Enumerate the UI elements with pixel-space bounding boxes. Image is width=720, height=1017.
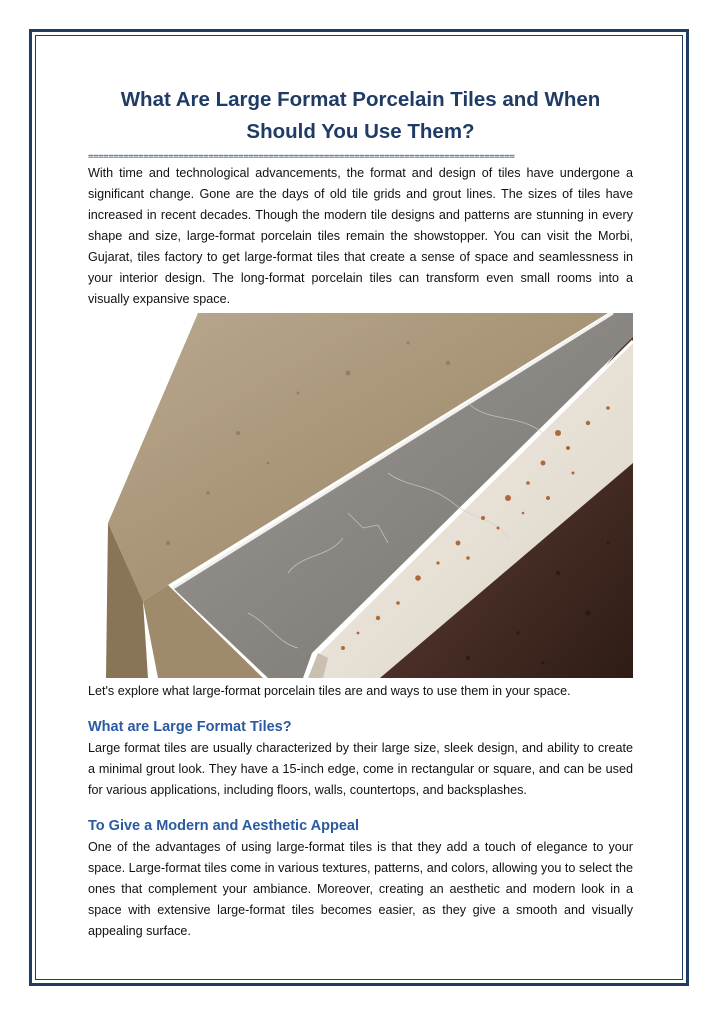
page-title: What Are Large Format Porcelain Tiles and When Should You Use Them? — [120, 88, 601, 143]
transition-paragraph: Let's explore what large-format porcelain tiles are and ways to use them in your space. — [88, 684, 571, 698]
title-divider: ===================================================================================== — [88, 152, 515, 162]
section-body-large-format: Large format tiles are usually characterized by their large size, sleek design, and ability to create a minimal grout look. They have a 15-inch edge, come in rectangular or square, and can be used for various applications, including floors, walls, countertops, and backsplashes. — [88, 741, 633, 797]
section-heading-modern-appeal: To Give a Modern and Aesthetic Appeal — [88, 818, 359, 834]
section-heading-large-format: What are Large Format Tiles? — [88, 719, 292, 735]
section-body-modern-appeal: One of the advantages of using large-format tiles is that they add a touch of elegance to your space. Large-format tiles come in various textures, patterns, and colors, allowing you to select the ones that complement your ambiance. Moreover, creating an aesthetic and modern look in a space with extensive large-format tiles becomes easier, as they give a smooth and visually appealing surface. — [88, 840, 633, 938]
intro-paragraph: With time and technological advancements, the format and design of tiles have undergone a significant change. Gone are the days of old tile grids and grout lines. The sizes of tiles have increased in recent decades. Though the modern tile designs and patterns are stunning in every shape and size, large-format porcelain tiles remain the showstopper. You can visit the Morbi, Gujarat, tiles factory to get large-format tiles that create a sense of space and seamlessness in your interior design. The long-format porcelain tiles can transform even small rooms into a visually expansive space. — [88, 166, 633, 306]
tiles-photo — [88, 313, 633, 678]
document-body — [88, 84, 633, 942]
